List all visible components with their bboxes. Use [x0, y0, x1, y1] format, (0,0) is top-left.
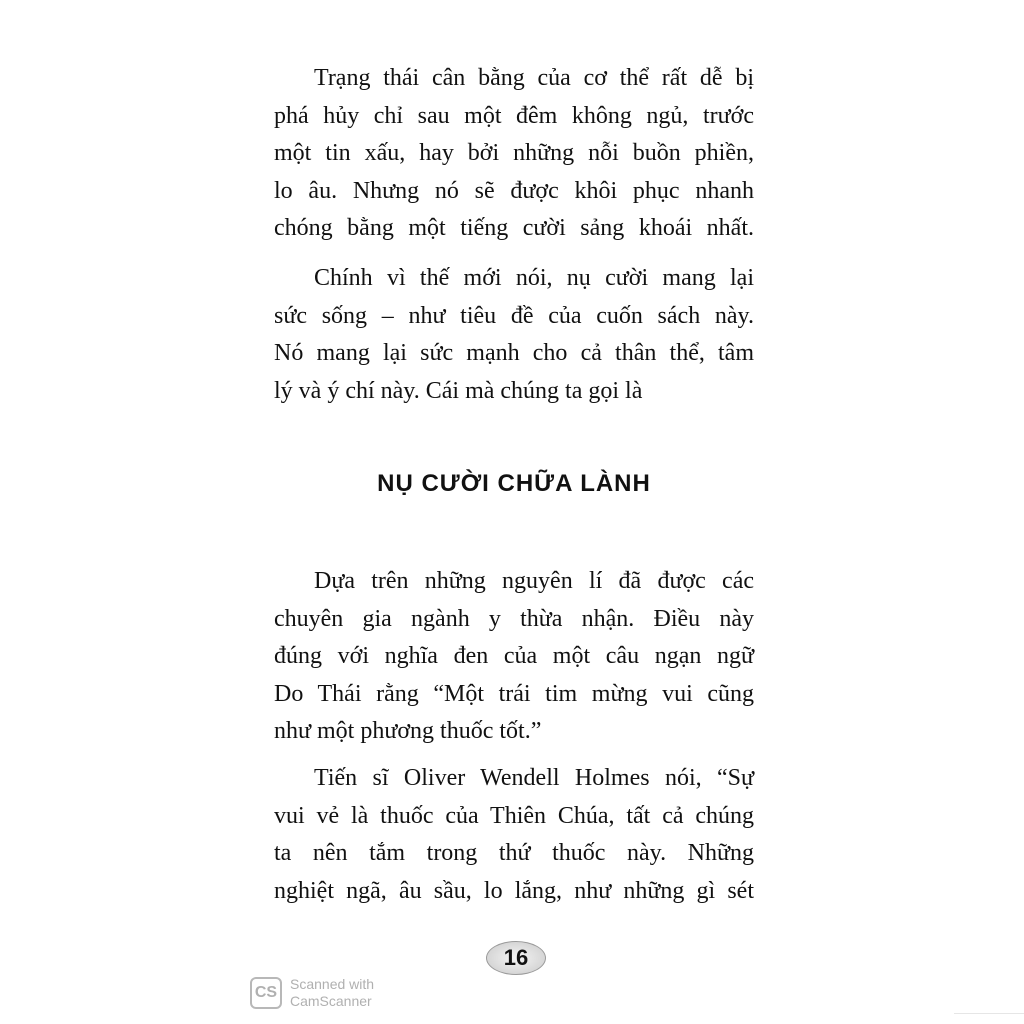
text-line: vui vẻ là thuốc của Thiên Chúa, tất cả chúng: [274, 802, 754, 829]
text-line: một tin xấu, hay bởi những nỗi buồn phiền,: [274, 140, 754, 166]
text-line: phá hủy chỉ sau một đêm không ngủ, trước: [274, 102, 754, 129]
text-line: như một phương thuốc tốt.”: [274, 718, 542, 744]
text-line: Do Thái rằng “Một trái tim mừng vui cũng: [274, 680, 754, 707]
text-line: chóng bằng một tiếng cười sảng khoái nhất.: [274, 215, 754, 241]
watermark-line-2: CamScanner: [290, 993, 372, 1009]
camscanner-watermark: [250, 976, 374, 1010]
camscanner-logo-icon: CS: [250, 977, 282, 1009]
text-line: ta nên tắm trong thứ thuốc này. Những: [274, 840, 754, 866]
text-line: lo âu. Nhưng nó sẽ được khôi phục nhanh: [274, 177, 754, 204]
text-line: Nó mang lại sức mạnh cho cả thân thể, tâm: [274, 340, 754, 366]
text-line: chuyên gia ngành y thừa nhận. Điều này: [274, 605, 754, 632]
text-line: Chính vì thế mới nói, nụ cười mang lại: [314, 265, 754, 291]
section-heading: NỤ CƯỜI CHỮA LÀNH: [377, 470, 651, 497]
paragraph-3: [274, 563, 754, 751]
watermark-text: [290, 976, 374, 1010]
text-line: sức sống – như tiêu đề của cuốn sách này.: [274, 302, 754, 329]
text-line: đúng với nghĩa đen của một câu ngạn ngữ: [274, 643, 754, 669]
text-line: Dựa trên những nguyên lí đã được các: [314, 568, 754, 594]
text-line: Trạng thái cân bằng của cơ thể rất dễ bị: [314, 65, 754, 91]
text-line: lý và ý chí này. Cái mà chúng ta gọi là: [274, 377, 643, 404]
page-number-badge: 16: [486, 941, 546, 975]
paragraph-4: [274, 760, 754, 910]
text-line: Tiến sĩ Oliver Wendell Holmes nói, “Sự: [314, 765, 754, 791]
paragraph-1: [274, 60, 754, 248]
watermark-line-1: Scanned with: [290, 976, 375, 992]
paragraph-2: [274, 260, 754, 410]
text-line: nghiệt ngã, âu sầu, lo lắng, như những gì sét: [274, 877, 754, 904]
scan-edge-mark: [954, 1013, 1024, 1024]
